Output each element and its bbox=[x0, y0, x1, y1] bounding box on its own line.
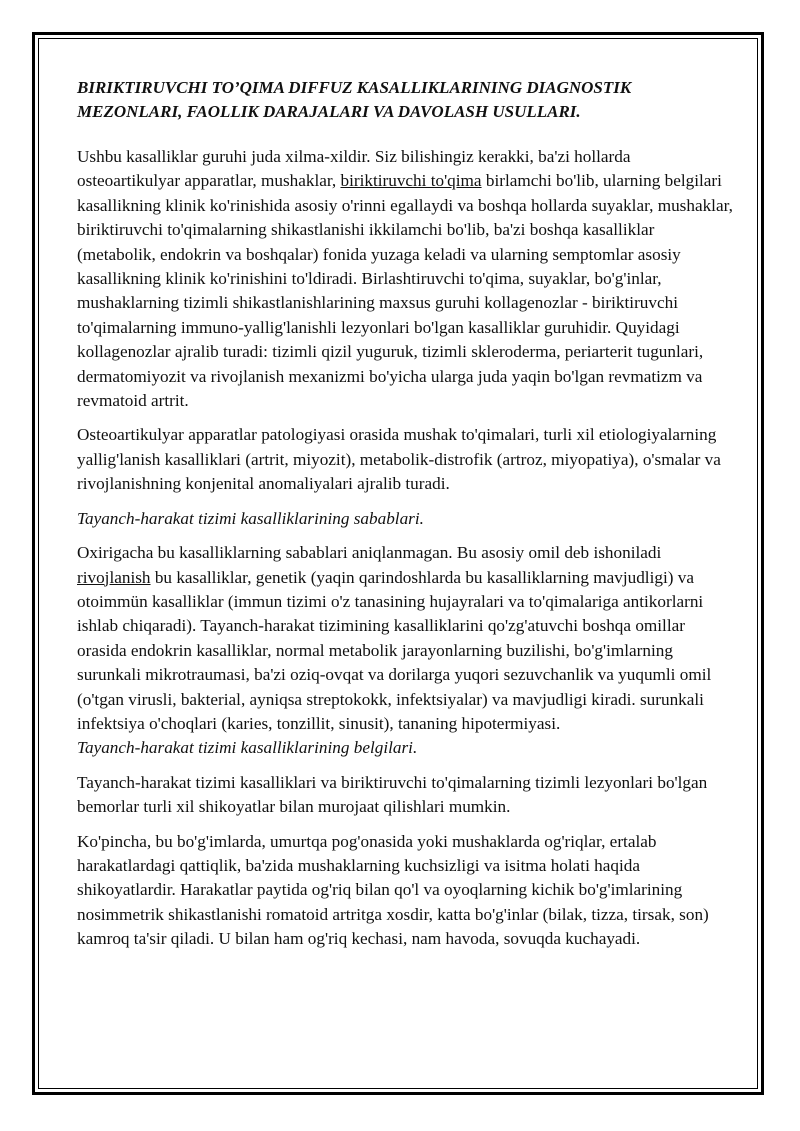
paragraph-intro bbox=[77, 145, 737, 413]
link-biriktiruvchi-toqima[interactable]: biriktiruvchi to'qima bbox=[340, 171, 482, 191]
paragraph-symptoms: Ko'pincha, bu bo'g'imlarda, umurtqa pog'onasida yoki mushaklarda og'riqlar, ertalab harakatlardagi qattiqlik, ba'zida mushaklarning kuchsizligi va isitma holati haqida shikoyatlardir. Harakatlar paytida og'riq bilan qo'l va oyoqlarning kichik bo'g'imlarining nosimmetrik shikastlanishi romatoid artritga xosdir, katta bo'g'inlar (bilak, tizza, tirsak, son) kamroq ta'sir qiladi. U bilan ham og'riq kechasi, nam havoda, sovuqda kuchayadi. bbox=[77, 831, 709, 949]
document-title: BIRIKTIRUVCHI TO’QIMA DIFFUZ KASALLIKLARINING DIAGNOSTIK MEZONLARI, FAOLLIK DARAJALARI VA DAVOLASH USULLARI. bbox=[77, 78, 632, 121]
paragraph-pathology: Osteoartikulyar apparatlar patologiyasi orasida mushak to'qimalari, turli xil etiologiyalarning yallig'lanish kasalliklari (artrit, miyozit), metabolik-distrofik (artroz, miyopatiya), o'smalar va rivojlanishning konjenital anomaliyalari ajralib turadi. bbox=[77, 425, 721, 494]
heading-signs: Tayanch-harakat tizimi kasalliklarining belgilari. bbox=[77, 738, 418, 758]
paragraph-causes-text-end: bu kasalliklar, genetik (yaqin qarindoshlarda bu kasalliklarning mavjudligi) va otoimmün kasalliklar (immun tizimi o'z tanasining hujayralari va to'qimalariga antikorlarni ishlab chiqaradi). Tayanch-harakat tizimining kasalliklarini qo'zg'atuvchi boshqa omillar orasida endokrin kasalliklar, normal metabolik jarayonlarning buzilishi, bo'g'imlarning surunkali mikrotraumasi, ba'zi oziq-ovqat va dorilarga yuqori sezuvchanlik va yuqumli omil (o'tgan virusli, bakterial, ayniqsa streptokokk, infektsiyalar) va mavjudligi kiradi. surunkali infektsiya o'choqlari (karies, tonzillit, sinusit), tananing hipotermiyasi. bbox=[77, 567, 712, 733]
heading-causes: Tayanch-harakat tizimi kasalliklarining sabablari. bbox=[77, 508, 424, 528]
document-body bbox=[77, 76, 737, 962]
paragraph-causes-text-start: Oxirigacha bu kasalliklarning sabablari aniqlanmagan. Bu asosiy omil deb ishoniladi bbox=[77, 543, 662, 563]
paragraph-intro-text-end: birlamchi bo'lib, ularning belgilari kasallikning klinik ko'rinishida asosiy o'rinni egallaydi va boshqa hollarda suyaklar, mushaklar, biriktiruvchi to'qimalarning shikastlanishi ikkilamchi bo'lib, ba'zi boshqa kasalliklar (metabolik, endokrin va boshqalar) fonida yuzaga keladi va ularning semptomlar asosiy kasallikning klinik ko'rinishini to'ldiradi. Birlashtiruvchi to'qima, suyaklar, bo'g'inlar, mushaklarning tizimli shikastlanishlarining maxsus guruhi kollagenozlar - biriktiruvchi to'qimalarning immuno-yallig'lanishli lezyonlari bo'lgan kasalliklar guruhidir. Quyidagi kollagenozlar ajralib turadi: tizimli qizil yuguruk, tizimli skleroderma, periarterit tugunlari, dermatomiyozit va rivojlanish mexanizmi bo'yicha ularga juda yaqin bo'lgan revmatizm va revmatoid artrit. bbox=[77, 171, 733, 411]
link-rivojlanish[interactable]: rivojlanish bbox=[77, 567, 151, 587]
paragraph-causes bbox=[77, 541, 737, 736]
paragraph-intro-text-start: Ushbu kasalliklar guruhi juda xilma-xildir. Siz bilishingiz kerakki, ba'zi hollarda osteoartikulyar apparatlar, mushaklar, bbox=[77, 147, 631, 191]
paragraph-complaints: Tayanch-harakat tizimi kasalliklari va biriktiruvchi to'qimalarning tizimli lezyonlari bo'lgan bemorlar turli xil shikoyatlar bilan murojaat qilishlari mumkin. bbox=[77, 772, 708, 817]
